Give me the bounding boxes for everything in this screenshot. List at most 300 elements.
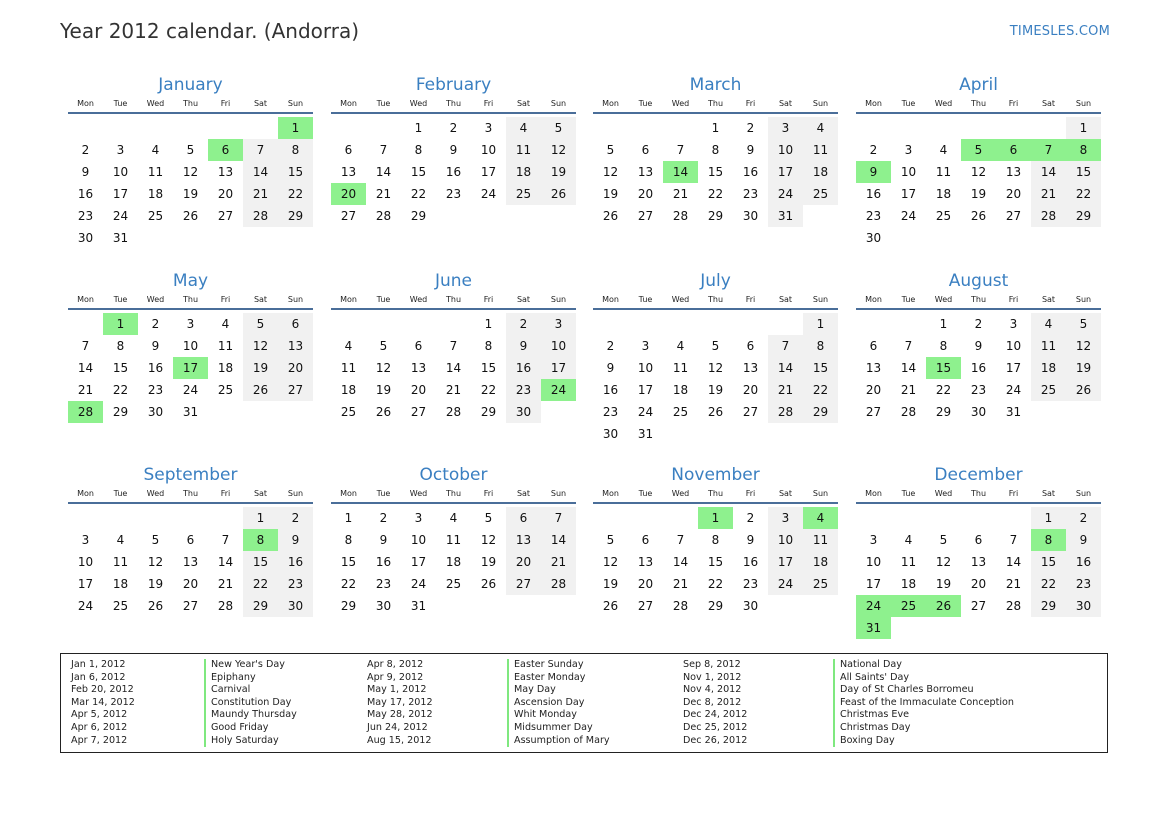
day-cell[interactable]: 8 [711,143,720,157]
day-cell[interactable]: 7 [1009,533,1018,547]
day-cell[interactable]: 29 [803,401,838,423]
day-cell[interactable]: 16 [602,383,619,397]
day-cell[interactable]: 31 [182,405,199,419]
day-cell[interactable]: 2 [506,313,541,335]
day-cell[interactable]: 11 [217,339,234,353]
day-cell[interactable]: 7 [768,335,803,357]
day-cell[interactable]: 9 [746,143,755,157]
day-cell[interactable]: 14 [77,361,94,375]
day-cell[interactable]: 27 [410,405,427,419]
day-cell[interactable]: 17 [77,577,94,591]
day-cell[interactable]: 24 [900,209,917,223]
day-cell[interactable]: 4 [221,317,230,331]
day-cell[interactable]: 9 [449,143,458,157]
day-cell[interactable]: 1 [278,117,313,139]
day-cell[interactable]: 25 [506,183,541,205]
day-cell[interactable]: 19 [970,187,987,201]
day-cell[interactable]: 10 [480,143,497,157]
day-cell[interactable]: 21 [672,577,689,591]
day-cell[interactable]: 8 [243,529,278,551]
day-cell[interactable]: 8 [116,339,125,353]
day-cell[interactable]: 14 [1031,161,1066,183]
day-cell[interactable]: 2 [869,143,878,157]
day-cell[interactable]: 13 [637,555,654,569]
day-cell[interactable]: 21 [445,383,462,397]
day-cell[interactable]: 10 [865,555,882,569]
day-cell[interactable]: 9 [856,161,891,183]
day-cell[interactable]: 2 [974,317,983,331]
day-cell[interactable]: 9 [506,335,541,357]
day-cell[interactable]: 26 [182,209,199,223]
day-cell[interactable]: 14 [541,529,576,551]
day-cell[interactable]: 9 [81,165,90,179]
day-cell[interactable]: 2 [379,511,388,525]
day-cell[interactable]: 29 [707,599,724,613]
day-cell[interactable]: 25 [112,599,129,613]
day-cell[interactable]: 11 [112,555,129,569]
day-cell[interactable]: 7 [221,533,230,547]
day-cell[interactable]: 25 [217,383,234,397]
day-cell[interactable]: 31 [410,599,427,613]
site-link[interactable]: TIMESLES.COM [1009,24,1110,39]
day-cell[interactable]: 14 [217,555,234,569]
day-cell[interactable]: 17 [637,383,654,397]
day-cell[interactable]: 9 [379,533,388,547]
day-cell[interactable]: 22 [935,383,952,397]
day-cell[interactable]: 20 [410,383,427,397]
day-cell[interactable]: 29 [112,405,129,419]
day-cell[interactable]: 28 [445,405,462,419]
day-cell[interactable]: 6 [974,533,983,547]
day-cell[interactable]: 29 [480,405,497,419]
day-cell[interactable]: 26 [602,599,619,613]
day-cell[interactable]: 1 [484,317,493,331]
day-cell[interactable]: 16 [445,165,462,179]
day-cell[interactable]: 15 [926,357,961,379]
day-cell[interactable]: 5 [711,339,720,353]
day-cell[interactable]: 24 [856,595,891,617]
day-cell[interactable]: 5 [379,339,388,353]
day-cell[interactable]: 4 [449,511,458,525]
day-cell[interactable]: 12 [1066,335,1101,357]
day-cell[interactable]: 5 [151,533,160,547]
day-cell[interactable]: 10 [182,339,199,353]
day-cell[interactable]: 27 [340,209,357,223]
day-cell[interactable]: 17 [768,551,803,573]
day-cell[interactable]: 16 [742,555,759,569]
day-cell[interactable]: 7 [904,339,913,353]
day-cell[interactable]: 10 [900,165,917,179]
day-cell[interactable]: 3 [904,143,913,157]
day-cell[interactable]: 28 [672,599,689,613]
day-cell[interactable]: 8 [1066,139,1101,161]
day-cell[interactable]: 27 [637,209,654,223]
day-cell[interactable]: 30 [742,209,759,223]
day-cell[interactable]: 17 [1005,361,1022,375]
day-cell[interactable]: 25 [340,405,357,419]
day-cell[interactable]: 13 [637,165,654,179]
day-cell[interactable]: 21 [375,187,392,201]
day-cell[interactable]: 6 [641,533,650,547]
day-cell[interactable]: 15 [480,361,497,375]
day-cell[interactable]: 18 [1031,357,1066,379]
day-cell[interactable]: 19 [480,555,497,569]
day-cell[interactable]: 12 [541,139,576,161]
day-cell[interactable]: 30 [147,405,164,419]
day-cell[interactable]: 25 [935,209,952,223]
day-cell[interactable]: 15 [707,555,724,569]
day-cell[interactable]: 2 [1066,507,1101,529]
day-cell[interactable]: 13 [970,555,987,569]
day-cell[interactable]: 1 [698,507,733,529]
day-cell[interactable]: 26 [1066,379,1101,401]
day-cell[interactable]: 10 [1005,339,1022,353]
day-cell[interactable]: 24 [768,573,803,595]
day-cell[interactable]: 19 [182,187,199,201]
day-cell[interactable]: 4 [676,339,685,353]
day-cell[interactable]: 22 [803,379,838,401]
day-cell[interactable]: 2 [81,143,90,157]
day-cell[interactable]: 21 [541,551,576,573]
day-cell[interactable]: 2 [606,339,615,353]
day-cell[interactable]: 3 [641,339,650,353]
day-cell[interactable]: 31 [637,427,654,441]
day-cell[interactable]: 3 [541,313,576,335]
day-cell[interactable]: 16 [970,361,987,375]
day-cell[interactable]: 12 [602,555,619,569]
day-cell[interactable]: 29 [278,205,313,227]
day-cell[interactable]: 11 [803,529,838,551]
day-cell[interactable]: 9 [278,529,313,551]
day-cell[interactable]: 1 [1031,507,1066,529]
day-cell[interactable]: 14 [900,361,917,375]
day-cell[interactable]: 4 [1031,313,1066,335]
day-cell[interactable]: 7 [379,143,388,157]
day-cell[interactable]: 21 [768,379,803,401]
day-cell[interactable]: 24 [637,405,654,419]
day-cell[interactable]: 14 [375,165,392,179]
day-cell[interactable]: 6 [746,339,755,353]
day-cell[interactable]: 4 [116,533,125,547]
day-cell[interactable]: 5 [939,533,948,547]
day-cell[interactable]: 2 [278,507,313,529]
day-cell[interactable]: 10 [77,555,94,569]
day-cell[interactable]: 22 [707,187,724,201]
day-cell[interactable]: 16 [865,187,882,201]
day-cell[interactable]: 17 [541,357,576,379]
day-cell[interactable]: 21 [77,383,94,397]
day-cell[interactable]: 30 [970,405,987,419]
day-cell[interactable]: 19 [707,383,724,397]
day-cell[interactable]: 11 [506,139,541,161]
day-cell[interactable]: 17 [112,187,129,201]
day-cell[interactable]: 19 [541,161,576,183]
day-cell[interactable]: 16 [506,357,541,379]
day-cell[interactable]: 28 [541,573,576,595]
day-cell[interactable]: 14 [1005,555,1022,569]
day-cell[interactable]: 23 [506,379,541,401]
day-cell[interactable]: 12 [707,361,724,375]
day-cell[interactable]: 11 [900,555,917,569]
day-cell[interactable]: 7 [676,143,685,157]
day-cell[interactable]: 9 [1066,529,1101,551]
day-cell[interactable]: 27 [217,209,234,223]
day-cell[interactable]: 11 [1031,335,1066,357]
day-cell[interactable]: 13 [742,361,759,375]
day-cell[interactable]: 29 [243,595,278,617]
day-cell[interactable]: 10 [112,165,129,179]
day-cell[interactable]: 24 [182,383,199,397]
day-cell[interactable]: 16 [1066,551,1101,573]
day-cell[interactable]: 1 [1066,117,1101,139]
day-cell[interactable]: 10 [768,529,803,551]
day-cell[interactable]: 1 [803,313,838,335]
day-cell[interactable]: 29 [935,405,952,419]
day-cell[interactable]: 21 [1031,183,1066,205]
day-cell[interactable]: 13 [506,529,541,551]
day-cell[interactable]: 31 [856,617,891,639]
day-cell[interactable]: 7 [541,507,576,529]
day-cell[interactable]: 11 [672,361,689,375]
day-cell[interactable]: 5 [186,143,195,157]
day-cell[interactable]: 10 [541,335,576,357]
day-cell[interactable]: 7 [449,339,458,353]
day-cell[interactable]: 2 [746,121,755,135]
day-cell[interactable]: 6 [506,507,541,529]
day-cell[interactable]: 28 [1005,599,1022,613]
day-cell[interactable]: 6 [996,139,1031,161]
day-cell[interactable]: 28 [243,205,278,227]
day-cell[interactable]: 20 [1005,187,1022,201]
day-cell[interactable]: 27 [742,405,759,419]
day-cell[interactable]: 23 [970,383,987,397]
day-cell[interactable]: 15 [1066,161,1101,183]
day-cell[interactable]: 13 [278,335,313,357]
day-cell[interactable]: 24 [480,187,497,201]
day-cell[interactable]: 19 [602,577,619,591]
day-cell[interactable]: 16 [742,165,759,179]
day-cell[interactable]: 25 [1031,379,1066,401]
day-cell[interactable]: 12 [182,165,199,179]
day-cell[interactable]: 25 [803,183,838,205]
day-cell[interactable]: 16 [375,555,392,569]
day-cell[interactable]: 30 [375,599,392,613]
day-cell[interactable]: 18 [900,577,917,591]
day-cell[interactable]: 24 [768,183,803,205]
day-cell[interactable]: 28 [217,599,234,613]
day-cell[interactable]: 23 [865,209,882,223]
day-cell[interactable]: 21 [672,187,689,201]
day-cell[interactable]: 23 [445,187,462,201]
day-cell[interactable]: 30 [77,231,94,245]
day-cell[interactable]: 5 [961,139,996,161]
day-cell[interactable]: 30 [602,427,619,441]
day-cell[interactable]: 2 [746,511,755,525]
day-cell[interactable]: 14 [445,361,462,375]
day-cell[interactable]: 8 [414,143,423,157]
day-cell[interactable]: 23 [375,577,392,591]
day-cell[interactable]: 23 [77,209,94,223]
day-cell[interactable]: 22 [340,577,357,591]
day-cell[interactable]: 22 [1031,573,1066,595]
day-cell[interactable]: 27 [278,379,313,401]
day-cell[interactable]: 29 [1066,205,1101,227]
day-cell[interactable]: 8 [344,533,353,547]
day-cell[interactable]: 8 [803,335,838,357]
day-cell[interactable]: 1 [414,121,423,135]
day-cell[interactable]: 8 [484,339,493,353]
day-cell[interactable]: 16 [77,187,94,201]
day-cell[interactable]: 16 [278,551,313,573]
day-cell[interactable]: 20 [742,383,759,397]
day-cell[interactable]: 15 [340,555,357,569]
day-cell[interactable]: 18 [340,383,357,397]
day-cell[interactable]: 18 [147,187,164,201]
day-cell[interactable]: 30 [865,231,882,245]
day-cell[interactable]: 22 [112,383,129,397]
day-cell[interactable]: 30 [506,401,541,423]
day-cell[interactable]: 26 [602,209,619,223]
day-cell[interactable]: 1 [939,317,948,331]
day-cell[interactable]: 29 [1031,595,1066,617]
day-cell[interactable]: 11 [445,533,462,547]
day-cell[interactable]: 22 [410,187,427,201]
day-cell[interactable]: 19 [1066,357,1101,379]
day-cell[interactable]: 22 [243,573,278,595]
day-cell[interactable]: 10 [768,139,803,161]
day-cell[interactable]: 3 [768,507,803,529]
day-cell[interactable]: 23 [742,187,759,201]
day-cell[interactable]: 8 [278,139,313,161]
day-cell[interactable]: 1 [711,121,720,135]
day-cell[interactable]: 29 [410,209,427,223]
day-cell[interactable]: 29 [340,599,357,613]
day-cell[interactable]: 27 [182,599,199,613]
day-cell[interactable]: 28 [375,209,392,223]
day-cell[interactable]: 18 [112,577,129,591]
day-cell[interactable]: 5 [1066,313,1101,335]
day-cell[interactable]: 20 [182,577,199,591]
day-cell[interactable]: 25 [445,577,462,591]
day-cell[interactable]: 17 [173,357,208,379]
day-cell[interactable]: 12 [375,361,392,375]
day-cell[interactable]: 21 [1005,577,1022,591]
day-cell[interactable]: 22 [707,577,724,591]
day-cell[interactable]: 4 [506,117,541,139]
day-cell[interactable]: 25 [147,209,164,223]
day-cell[interactable]: 11 [147,165,164,179]
day-cell[interactable]: 9 [151,339,160,353]
day-cell[interactable]: 13 [182,555,199,569]
day-cell[interactable]: 23 [602,405,619,419]
day-cell[interactable]: 3 [186,317,195,331]
day-cell[interactable]: 11 [935,165,952,179]
day-cell[interactable]: 26 [480,577,497,591]
day-cell[interactable]: 5 [606,533,615,547]
day-cell[interactable]: 14 [243,161,278,183]
day-cell[interactable]: 27 [506,573,541,595]
day-cell[interactable]: 26 [970,209,987,223]
day-cell[interactable]: 15 [1031,551,1066,573]
day-cell[interactable]: 29 [707,209,724,223]
day-cell[interactable]: 26 [541,183,576,205]
day-cell[interactable]: 31 [768,205,803,227]
day-cell[interactable]: 12 [480,533,497,547]
day-cell[interactable]: 19 [243,357,278,379]
day-cell[interactable]: 7 [676,533,685,547]
day-cell[interactable]: 1 [103,313,138,335]
day-cell[interactable]: 23 [147,383,164,397]
day-cell[interactable]: 6 [344,143,353,157]
day-cell[interactable]: 5 [541,117,576,139]
day-cell[interactable]: 15 [278,161,313,183]
day-cell[interactable]: 5 [243,313,278,335]
day-cell[interactable]: 15 [410,165,427,179]
day-cell[interactable]: 4 [803,117,838,139]
day-cell[interactable]: 18 [803,161,838,183]
day-cell[interactable]: 7 [81,339,90,353]
day-cell[interactable]: 31 [112,231,129,245]
day-cell[interactable]: 4 [151,143,160,157]
day-cell[interactable]: 31 [1005,405,1022,419]
day-cell[interactable]: 28 [1031,205,1066,227]
day-cell[interactable]: 14 [768,357,803,379]
day-cell[interactable]: 18 [803,551,838,573]
day-cell[interactable]: 3 [1009,317,1018,331]
day-cell[interactable]: 30 [742,599,759,613]
day-cell[interactable]: 28 [68,401,103,423]
day-cell[interactable]: 3 [116,143,125,157]
day-cell[interactable]: 21 [243,183,278,205]
day-cell[interactable]: 8 [939,339,948,353]
day-cell[interactable]: 6 [414,339,423,353]
day-cell[interactable]: 8 [1031,529,1066,551]
day-cell[interactable]: 18 [506,161,541,183]
day-cell[interactable]: 3 [81,533,90,547]
day-cell[interactable]: 12 [970,165,987,179]
day-cell[interactable]: 14 [663,161,698,183]
day-cell[interactable]: 4 [904,533,913,547]
day-cell[interactable]: 27 [637,599,654,613]
day-cell[interactable]: 11 [340,361,357,375]
day-cell[interactable]: 3 [869,533,878,547]
day-cell[interactable]: 25 [891,595,926,617]
day-cell[interactable]: 9 [746,533,755,547]
day-cell[interactable]: 20 [970,577,987,591]
day-cell[interactable]: 20 [331,183,366,205]
day-cell[interactable]: 9 [606,361,615,375]
day-cell[interactable]: 28 [768,401,803,423]
day-cell[interactable]: 1 [344,511,353,525]
day-cell[interactable]: 18 [935,187,952,201]
day-cell[interactable]: 17 [480,165,497,179]
day-cell[interactable]: 27 [1005,209,1022,223]
day-cell[interactable]: 17 [410,555,427,569]
day-cell[interactable]: 15 [707,165,724,179]
day-cell[interactable]: 26 [707,405,724,419]
day-cell[interactable]: 23 [278,573,313,595]
day-cell[interactable]: 4 [939,143,948,157]
day-cell[interactable]: 6 [208,139,243,161]
day-cell[interactable]: 14 [672,555,689,569]
day-cell[interactable]: 21 [900,383,917,397]
day-cell[interactable]: 6 [186,533,195,547]
day-cell[interactable]: 6 [278,313,313,335]
day-cell[interactable]: 26 [375,405,392,419]
day-cell[interactable]: 12 [935,555,952,569]
day-cell[interactable]: 25 [803,573,838,595]
day-cell[interactable]: 3 [484,121,493,135]
